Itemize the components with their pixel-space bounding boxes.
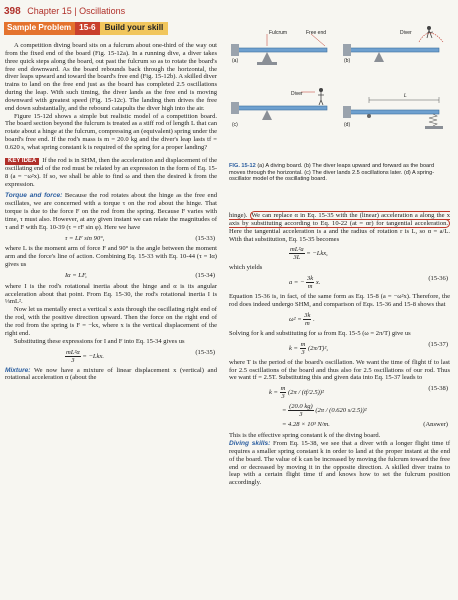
paragraph: where L is the moment arm of force F and 90° is the angle between the moment arm and the force's line of action. Combining Eq. 15-33 with Eq. 10-44 (τ = Iα) gives us — [5, 245, 217, 269]
label-d: (d) — [344, 122, 351, 128]
diving-board-figure — [229, 22, 451, 162]
paragraph: where I is the rod's rotational inertia about the hinge and α is its angular acceleration about that point. From Eq. 15-30, the rod's rotational inertia I is ⅓mL². — [5, 282, 217, 306]
denominator: 3 — [299, 411, 303, 419]
fraction — [280, 385, 287, 400]
fraction — [65, 349, 81, 364]
numerator: m — [300, 340, 306, 348]
paragraph: which yields — [229, 264, 263, 272]
equation-body: Iα = LF, — [65, 271, 87, 279]
equation — [229, 385, 450, 400]
denominator: 3 — [71, 356, 75, 364]
chapter-title: Chapter 15 | Oscillations — [27, 6, 126, 16]
equation-rhs: . — [313, 315, 315, 323]
fraction — [288, 403, 314, 418]
label-fulcrum: Fulcrum — [269, 30, 288, 36]
paragraph-text: We now have a mixture of linear displacement x (vertical) and rotational acceleration α (about the — [5, 366, 217, 382]
paragraph — [229, 212, 450, 243]
label-L: L — [404, 93, 407, 99]
fraction — [306, 275, 314, 290]
equation — [5, 349, 217, 364]
key-idea-text: If the rod is in SHM, then the acceleration and displacement of the oscillating end of the rod must be related by an expression in the form of Eq. 15-8 (a = −ω²x). If so, we shall be able to find ω and then the desired k from the expression. — [5, 156, 217, 188]
equation-rhs: = −Lkx, — [306, 250, 328, 258]
section-heading: Diving skills: — [229, 439, 271, 447]
numerator: 3k — [304, 311, 311, 319]
equation — [229, 341, 450, 356]
paragraph: This is the effective spring constant k of the diving board. — [229, 432, 381, 440]
paragraph: Now let us mentally erect a vertical x axis through the oscillating right end of the rod, with the positive direction upward. Then the force on the right end of the rod from the spring is F = −kx, where x is the vertical displacement of the right end. — [5, 306, 217, 337]
equation-body — [289, 341, 328, 356]
right-column — [229, 212, 450, 487]
label-a: (a) — [232, 58, 239, 64]
section-heading: Mixture: — [5, 366, 31, 374]
equation-body — [269, 385, 324, 400]
equation — [5, 235, 217, 243]
paragraph: Substituting these expressions for I and F into Eq. 15-34 gives us — [14, 337, 185, 345]
panel-d — [343, 97, 443, 129]
caption-label: FIG. 15-12 — [229, 163, 256, 169]
equation-body — [282, 403, 367, 418]
section-heading: Torque and force: — [5, 192, 63, 200]
page-number: 398 — [4, 6, 21, 17]
paragraph: A competition diving board sits on a fulcrum about one-third of the way out from the fixed end of the board (Fig. 15-12a). In a running dive, a diver takes three quick steps along the board, out past the fulcrum so as to rotate the board's free end downward. As the board rebounds back through the horizontal, the diver leaps upward and toward the board's free end (Fig. 15-12b). A skilled diver trains to land on the free end just as the board has completed 2.5 oscillations during the leap. With such timing, the diver lands as the free end is moving downward with greatest speed (Fig. 15-12c). The landing then drives the free end down substantially, and the rebound catapults the diver high into the air. — [5, 42, 217, 112]
sample-problem-number: 15-6 — [75, 22, 99, 35]
answer-label: (Answer) — [423, 421, 448, 429]
equation — [229, 246, 450, 261]
panel-a — [231, 34, 327, 65]
fraction — [303, 312, 311, 327]
numerator: 3k — [307, 275, 314, 283]
equation-body — [289, 312, 315, 327]
equation-number: (15-35) — [195, 348, 215, 356]
paragraph: where T is the period of the board's oscillation. We want the time of flight tf to last for 2.5 oscillations of the board and thus also for 2.5 oscillations of our rod. Thus we want tf = 2.5T. Substituting this and given data into Eq. 15-37 leads to — [229, 358, 450, 382]
equation-rhs: = −Lkx. — [82, 352, 104, 360]
equation-lhs: k = — [269, 389, 278, 397]
equation — [229, 421, 450, 429]
equation — [229, 275, 450, 290]
equation-body: τ = LF sin 90°, — [65, 234, 105, 242]
equation-rhs: (2π / (0.620 s/2.5))² — [315, 407, 367, 415]
key-idea — [5, 157, 217, 189]
paragraph-text: hinge). — [229, 212, 248, 219]
equation-number: (15-33) — [195, 234, 215, 242]
fraction — [289, 246, 305, 261]
equation-number: (15-36) — [428, 275, 448, 283]
circled-text: We can replace α in Eq. 15-35 with the (linear) acceleration a along the x axis by substituting according to Eq. 10-22 (at = αr) for tangential acceleration. — [229, 212, 451, 227]
label-diver-b: Diver — [400, 30, 412, 36]
paragraph: Figure 15-12d shows a simple but realistic model of a competition board. The board section beyond the fulcrum is treated as a stiff rod of length L that can rotate about a hinge at the fulcrum, compressing an (equivalent) spring under the board's free end. If the rod's mass is m = 20.0 kg and the diver's leap lasts tf = 0.620 s, what spring constant k is required of the spring for a proper landing? — [5, 112, 217, 151]
numerator: (20.0 kg) — [289, 403, 313, 411]
equation-body: = 4.28 × 10³ N/m. — [282, 421, 330, 429]
caption-text: (a) A diving board. (b) The diver leaps upward and forward as the board moves through the horizontal. (c) The diver lands 2.5 oscillations later. (d) A spring-oscillator model of the oscillating board. — [229, 163, 435, 183]
left-column — [5, 42, 217, 382]
equation — [229, 403, 450, 418]
denominator: 3 — [301, 348, 305, 356]
equation-lhs: k = — [289, 344, 298, 352]
denominator: m — [307, 283, 313, 291]
equation-number: (15-34) — [195, 271, 215, 279]
label-free-end: Free end — [306, 30, 327, 36]
paragraph-text: Here the tangential acceleration is a and the radius of rotation r is L, so α = a/L. With that substitution, Eq. 15-35 becomes — [229, 227, 450, 243]
equation — [5, 272, 217, 280]
denominator: m — [305, 319, 310, 327]
page-header — [4, 6, 125, 17]
equation-rhs: (2π / (tf/2.5))² — [287, 389, 324, 397]
sample-problem-label: Sample Problem — [4, 22, 75, 35]
equation-lhs: a = − — [289, 279, 305, 287]
paragraph — [5, 367, 217, 383]
equation-body — [289, 275, 320, 290]
equation — [229, 312, 450, 327]
denominator: 3L — [293, 254, 301, 262]
equation-body — [65, 349, 104, 364]
numerator: mL²a — [290, 246, 304, 254]
equation-number: (15-38) — [428, 385, 448, 393]
paragraph-text: Because the rod rotates about the hinge as the free end oscillates, we are concerned with a torque τ on the rod about the hinge. That torque is due to the force F on the rod from the spring. Because F varies with time, τ must also. However, at any given instant we can relate the magnitudes of τ and F with Eq. 10-39 (τ = rF sin φ). Here we have — [5, 192, 217, 231]
paragraph-text: From Eq. 15-38, we see that a diver with a longer flight time tf requires a smaller spring constant k in order to land at the proper instant at the end of the board. The value of k can be increased by moving the fulcrum toward the free end or decreased by moving it in the opposite direction. A skilled diver trains to leap with a certain flight time tf and knows how to set the fulcrum position accordingly. — [229, 439, 451, 487]
paragraph: Equation 15-36 is, in fact, of the same form as Eq. 15-8 (a = −ω²x). Therefore, the rod does indeed undergo SHM, and comparison of Eqs. 15-36 and 15-8 shows that — [229, 293, 450, 309]
equation-number: (15-37) — [428, 340, 448, 348]
label-c: (c) — [232, 122, 238, 128]
equation-lhs: = — [282, 407, 287, 415]
panel-b — [343, 26, 443, 62]
label-b: (b) — [344, 58, 351, 64]
equation-body — [289, 246, 328, 261]
numerator: m — [280, 385, 286, 393]
paragraph — [229, 440, 450, 487]
equation-rhs: (2π/T)², — [307, 344, 328, 352]
build-skill-label: Build your skill — [100, 22, 169, 35]
label-diver-c: Diver — [291, 91, 303, 97]
sample-problem-banner — [4, 22, 224, 35]
panel-c — [231, 88, 327, 120]
denominator: 3 — [281, 393, 285, 401]
paragraph — [5, 192, 217, 231]
figure-caption — [229, 163, 449, 183]
paragraph: Solving for k and substituting for ω from Eq. 15-5 (ω = 2π/T) give us — [229, 329, 411, 337]
equation-rhs: x. — [315, 279, 321, 287]
key-idea-label: KEY IDEA — [5, 158, 39, 165]
numerator: mL²α — [66, 348, 80, 356]
fraction — [300, 341, 307, 356]
equation-lhs: ω² = — [289, 315, 302, 323]
